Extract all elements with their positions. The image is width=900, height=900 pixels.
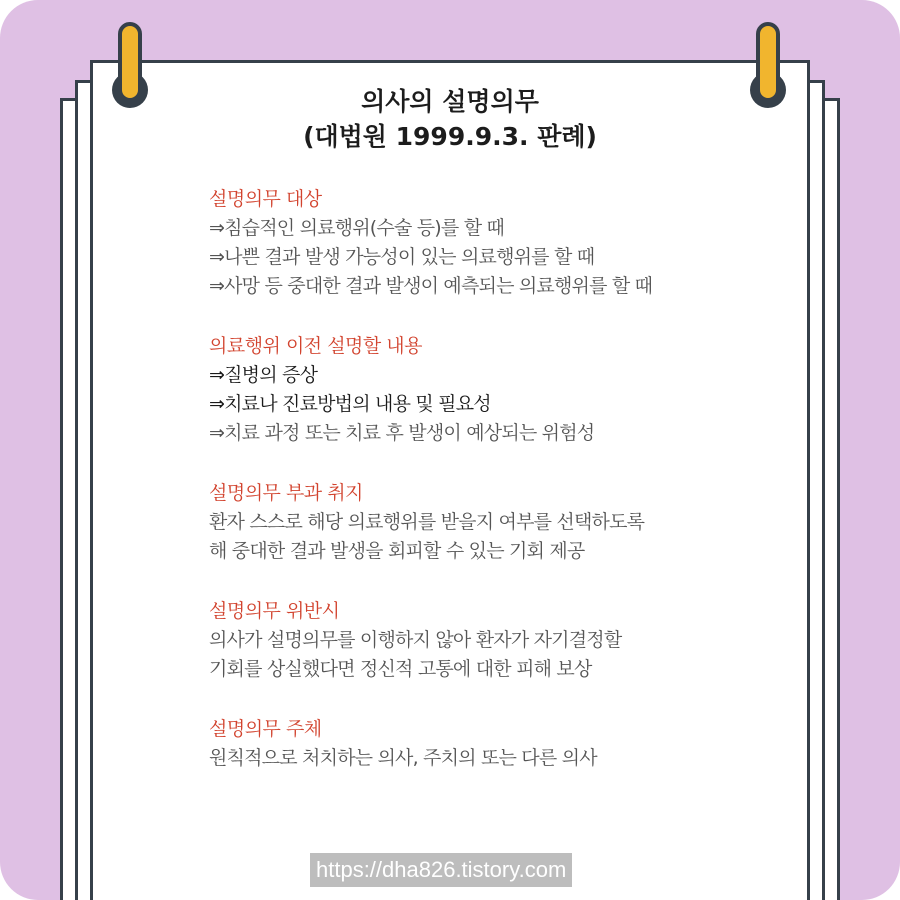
section-heading: 설명의무 주체 [209, 718, 322, 740]
section-line: ⇒나쁜 결과 발생 가능성이 있는 의료행위를 할 때 [209, 246, 595, 268]
section-heading: 의료행위 이전 설명할 내용 [209, 335, 423, 357]
content-body [209, 184, 769, 803]
section-heading: 설명의무 부과 취지 [209, 482, 363, 504]
section-line: 의사가 설명의무를 이행하지 않아 환자가 자기결정할 [209, 629, 622, 651]
section-line: 환자 스스로 해당 의료행위를 받을지 여부를 선택하도록 [209, 511, 645, 533]
section-line: 기회를 상실했다면 정신적 고통에 대한 피해 보상 [209, 658, 592, 680]
section-line: ⇒치료 과정 또는 치료 후 발생이 예상되는 위험성 [209, 422, 595, 444]
section-content-to-explain [209, 331, 769, 448]
section-subject [209, 714, 769, 773]
section-purpose [209, 478, 769, 566]
section-line: ⇒사망 등 중대한 결과 발생이 예측되는 의료행위를 할 때 [209, 275, 653, 297]
section-violation [209, 596, 769, 684]
section-line: ⇒치료나 진료방법의 내용 및 필요성 [209, 393, 491, 415]
page-title: 의사의 설명의무 [361, 87, 539, 116]
watermark-url: https://dha826.tistory.com [310, 853, 572, 887]
section-heading: 설명의무 대상 [209, 188, 322, 210]
section-heading: 설명의무 위반시 [209, 600, 340, 622]
section-line: ⇒침습적인 의료행위(수술 등)를 할 때 [209, 217, 505, 239]
section-explanation-targets [209, 184, 769, 301]
section-line: 해 중대한 결과 발생을 회피할 수 있는 기회 제공 [209, 540, 585, 562]
section-line: 원칙적으로 처치하는 의사, 주치의 또는 다른 의사 [209, 747, 597, 769]
page-subtitle: (대법원 1999.9.3. 판례) [303, 122, 597, 151]
section-line: ⇒질병의 증상 [209, 364, 318, 386]
